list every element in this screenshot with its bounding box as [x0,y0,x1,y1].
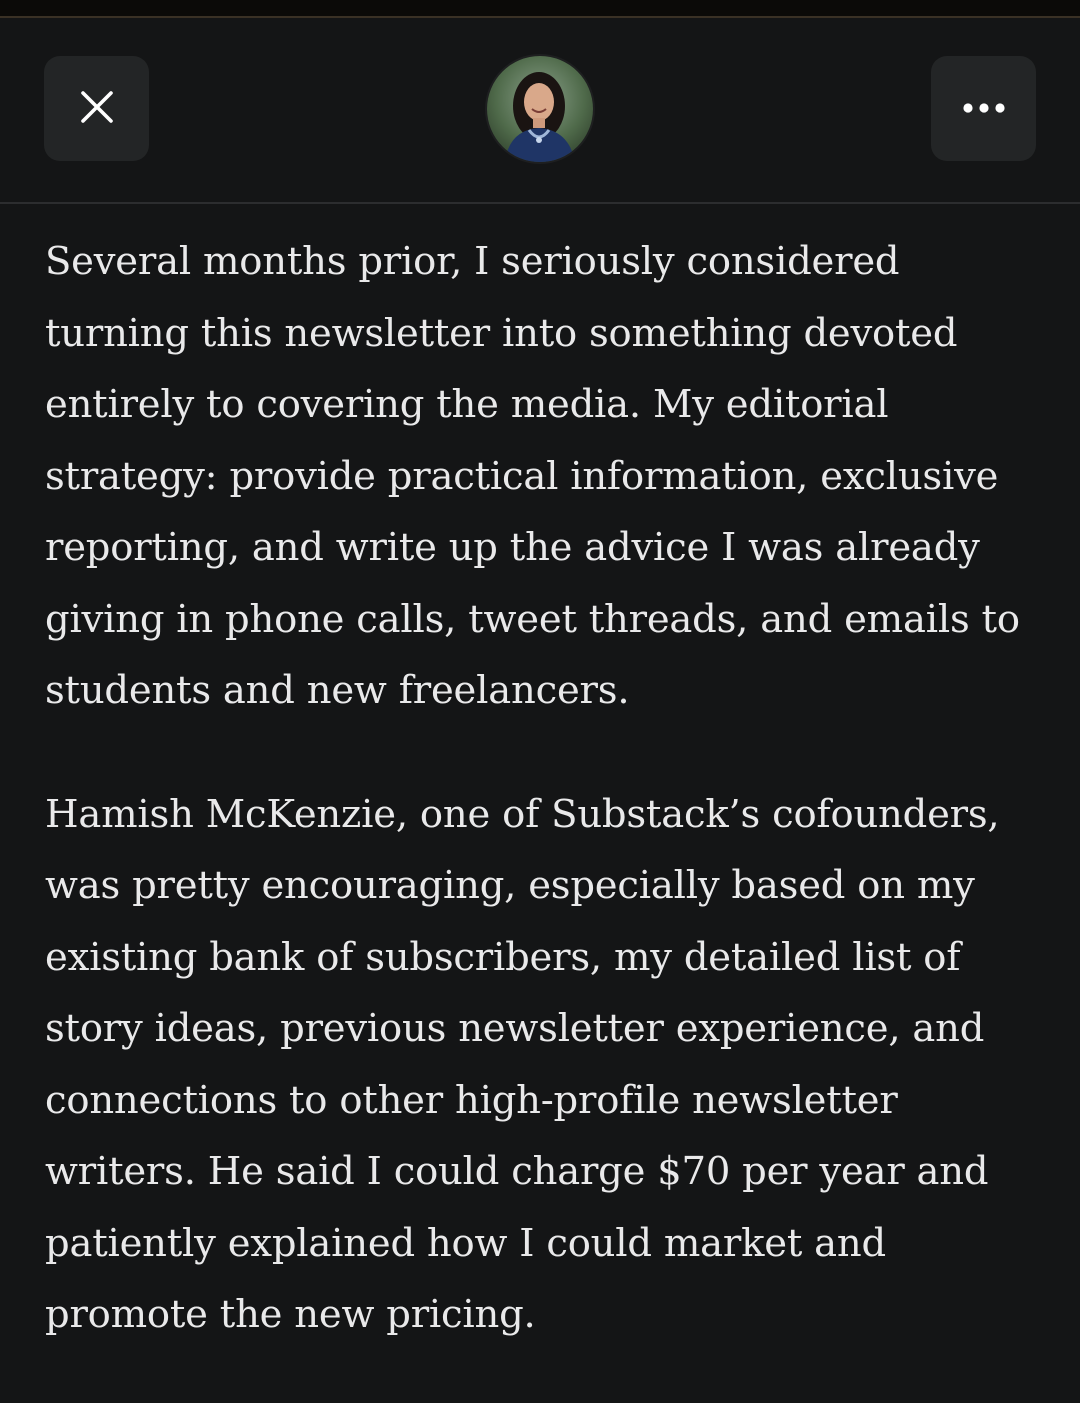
article-body [45,226,1045,1403]
close-icon [80,90,114,128]
more-horizontal-icon [962,99,1006,118]
more-options-button[interactable] [931,56,1036,161]
article-paragraph: Several months prior, I seriously considered turning this newsletter into something devoted entirely to covering the media. My editorial strategy: provide practical information, exclusive reporting, and write up the advice I was already giving in phone calls, tweet threads, and emails to students and new freelancers. [45,239,1020,713]
top-edge [0,0,1080,18]
article-paragraph: Hamish McKenzie, one of Substack’s cofounders, was pretty encouraging, especially based on my existing bank of subscribers, my detailed list of story ideas, previous newsletter experience, and connections to other high-profile newsletter writers. He said I could charge $70 per year and patiently explained how I could market and promote the new pricing. [45,791,1000,1337]
author-avatar[interactable] [487,56,593,162]
close-button[interactable] [44,56,149,161]
post-header [0,18,1080,204]
